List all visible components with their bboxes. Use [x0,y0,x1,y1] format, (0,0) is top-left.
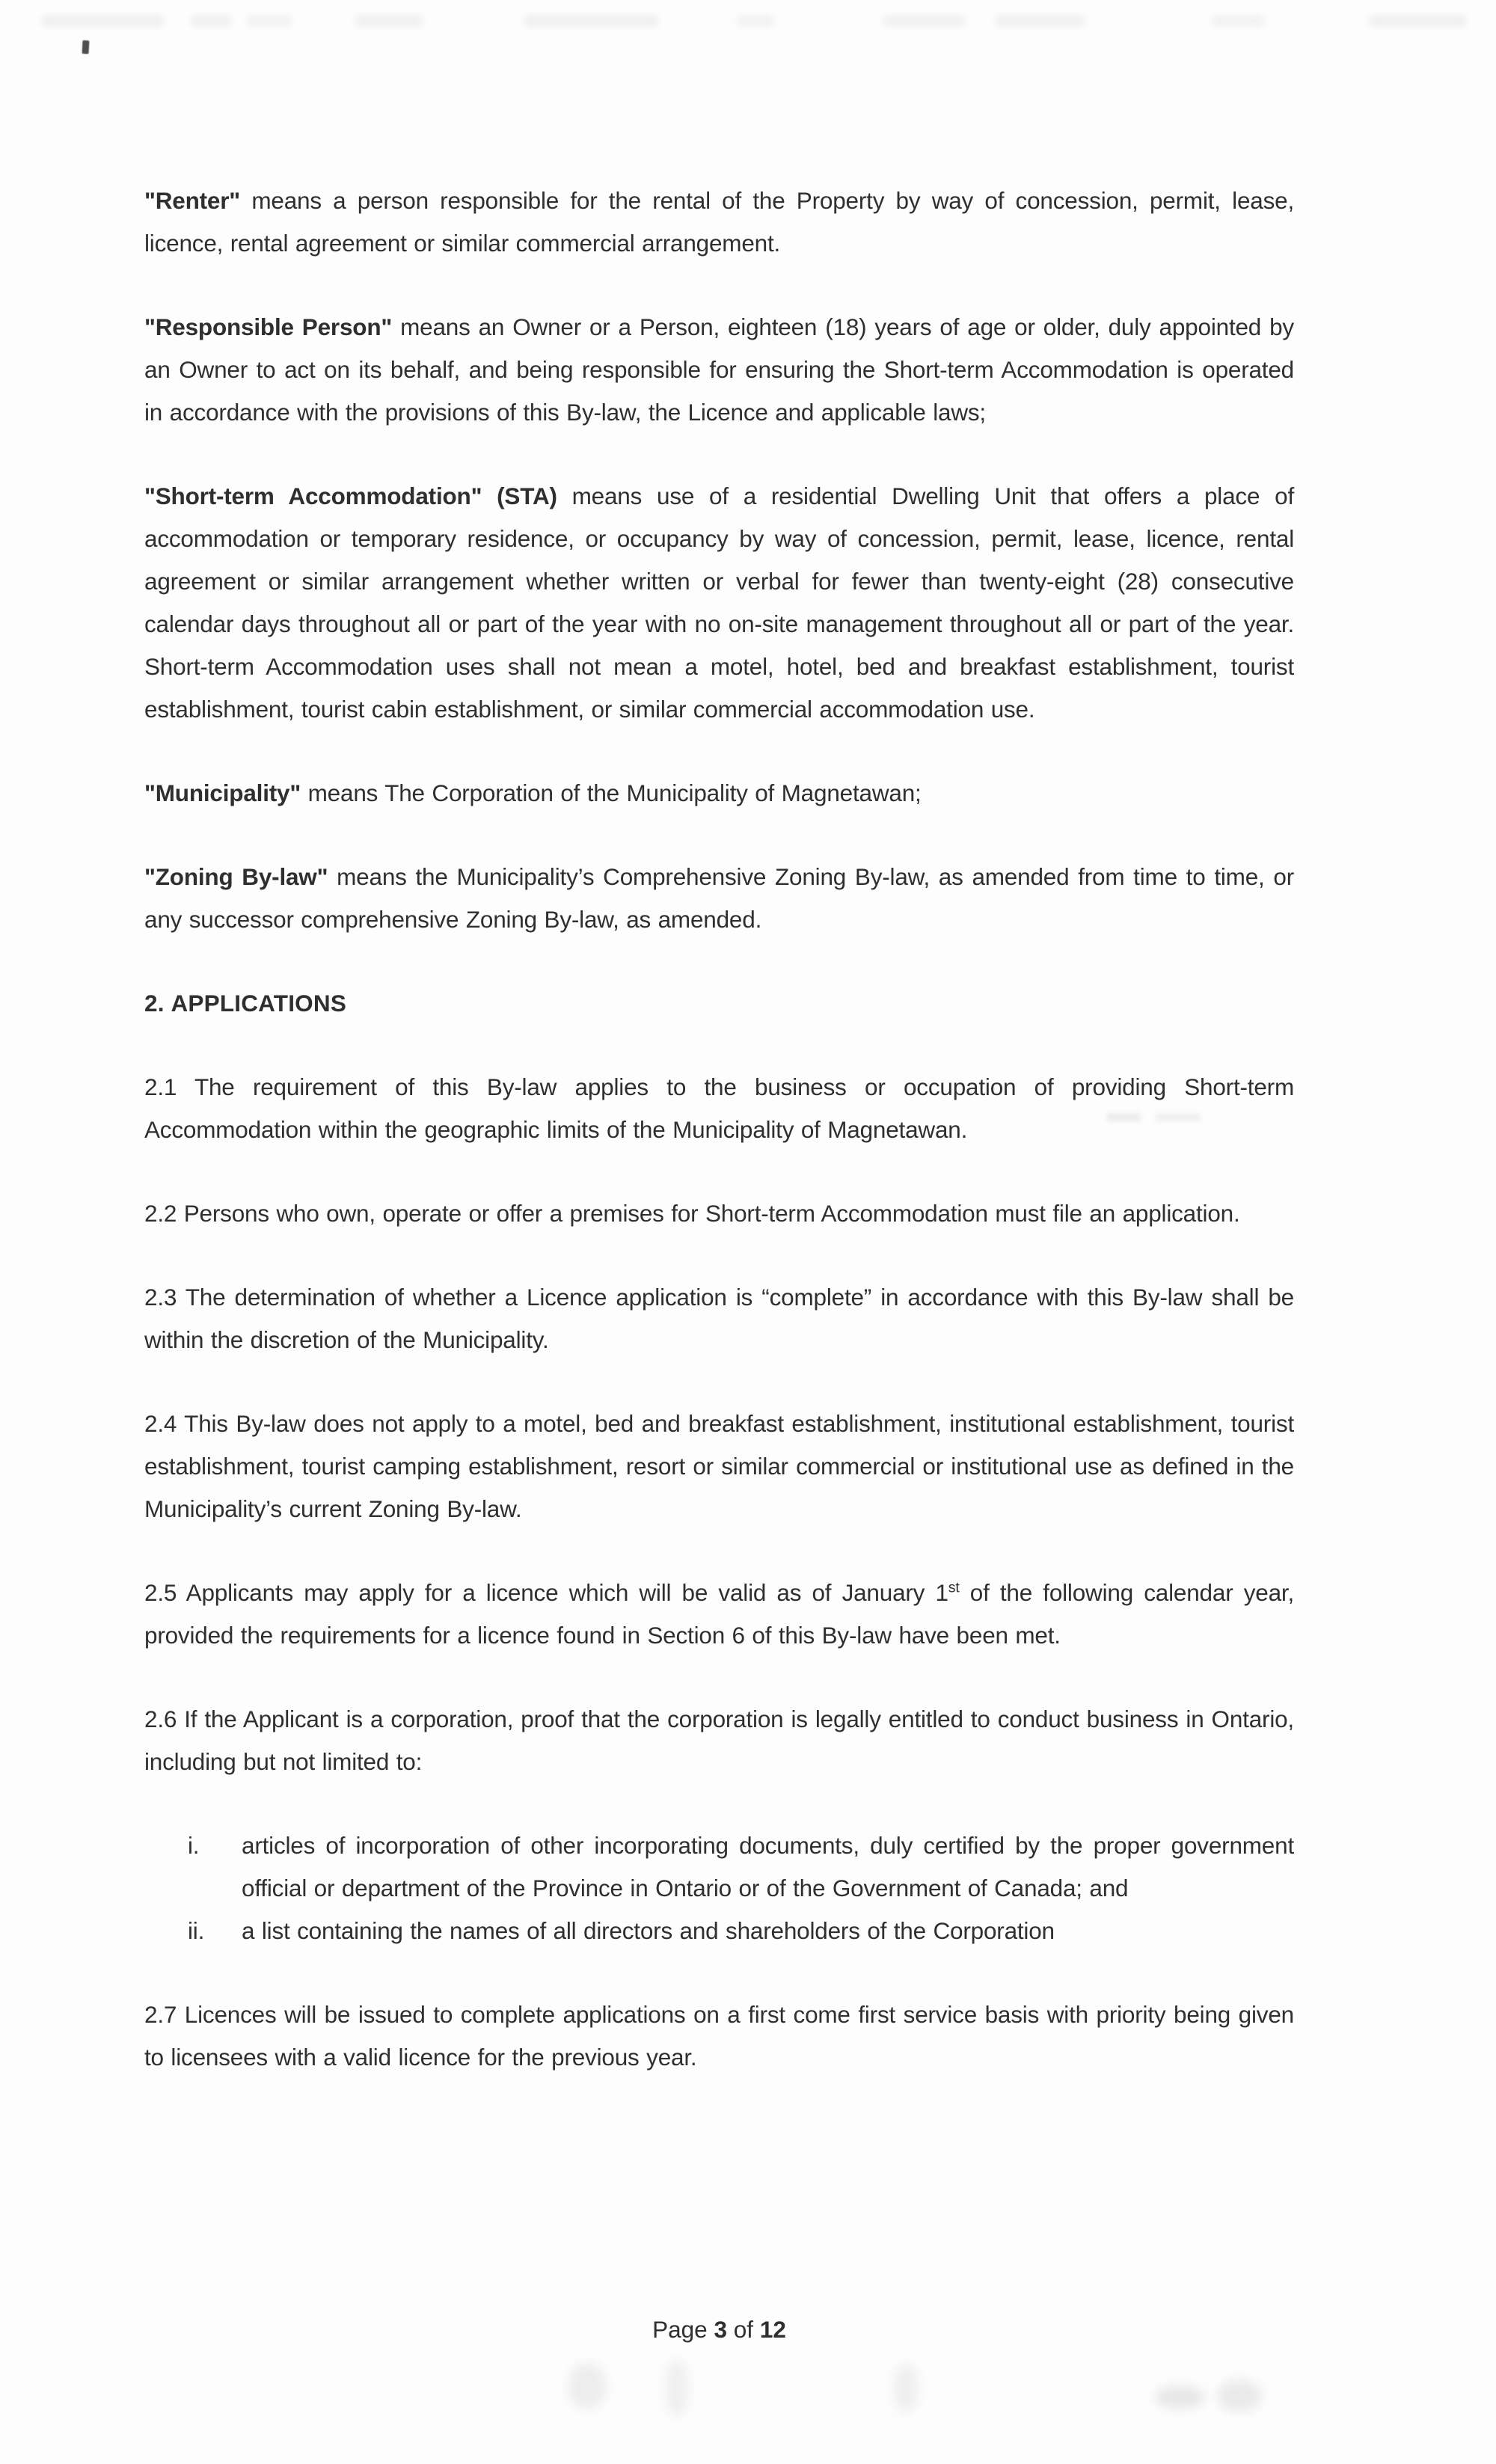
clause-2-1: 2.1 The requirement of this By-law applies to the business or occupation of providing Short-term Accommodation within the geographic limits of the Municipality of Magnetawan. [144,1073,1294,1143]
incorporation-requirements-list [144,1824,1294,1952]
clause-text: 2.5 Applicants may apply for a licence which will be valid as of January 1 [144,1579,948,1606]
definition-text: means The Corporation of the Municipality of Magnetawan; [301,779,922,806]
footer-page-number: 3 [714,2316,727,2343]
clause-text: of the following calendar year, provided the requirements for a licence found in Section 6 of this By-law have been met. [144,1579,1294,1649]
definition-term: "Responsible Person" [144,313,393,340]
list-item-text: a list containing the names of all directors and shareholders of the Corporation [242,1917,1055,1944]
scan-artifact [883,15,965,27]
scan-artifact [1218,2380,1261,2412]
clause-2-2: 2.2 Persons who own, operate or offer a premises for Short-term Accommodation must file an application. [144,1200,1240,1227]
scan-artifact [894,2364,918,2412]
footer-total-pages: 12 [759,2316,786,2343]
scan-artifact [355,15,423,27]
definition-text: means use of a residential Dwelling Unit that offers a place of accommodation or temporary residence, or occupancy by way of concession, permit, lease, licence, rental agreement or similar arrangement whether written or verbal for fewer than twenty-eight (28) consecutive calendar days throughout all or part of the year with no on-site management throughout all or part of the year. Short-term Accommodation uses shall not mean a motel, hotel, bed and breakfast establishment, tourist establishment, tourist cabin establishment, or similar commercial accommodation use. [144,482,1294,723]
list-item-ii [144,1910,1294,1952]
ink-speck-artifact [82,40,90,54]
scan-artifact [568,2364,606,2409]
clause-2-6: 2.6 If the Applicant is a corporation, proof that the corporation is legally entitled to conduct business in Ontario, including but not limited to: [144,1706,1294,1775]
definition-text: means a person responsible for the rental of the Property by way of concession, permit, lease, licence, rental agreement or similar commercial arrangement. [144,187,1294,257]
scan-artifact [524,15,658,27]
scan-artifact [191,15,232,27]
scan-artifact [1369,15,1466,27]
scan-artifact [737,15,774,27]
clause-2-3: 2.3 The determination of whether a Licence application is “complete” in accordance with this By-law shall be within the discretion of the Municipality. [144,1284,1294,1353]
footer-of-label: of [733,2316,754,2343]
list-marker: i. [188,1832,200,1859]
definition-responsible-person [144,306,1294,434]
document-body [144,180,1294,2120]
scan-artifact [995,15,1085,27]
section-heading-applications: 2. APPLICATIONS [144,990,347,1017]
scan-artifact [666,2360,688,2416]
list-item-text: articles of incorporation of other incorporating documents, duly certified by the proper government official or department of the Province in Ontario or of the Government of Canada; and [242,1832,1294,1901]
footer-page-label: Page [652,2316,708,2343]
clause-2-4: 2.4 This By-law does not apply to a motel, bed and breakfast establishment, institutional establishment, tourist establishment, tourist camping establishment, resort or similar commercial or institutional use as defined in the Municipality’s current Zoning By-law. [144,1410,1294,1522]
scan-artifact [1212,15,1264,27]
definition-term: "Zoning By-law" [144,863,328,890]
scan-artifact [1156,2386,1204,2409]
list-marker: ii. [188,1917,205,1944]
ordinal-superscript: st [948,1579,960,1596]
clause-2-7: 2.7 Licences will be issued to complete applications on a first come first service basis with priority being given to licensees with a valid licence for the previous year. [144,2001,1294,2071]
definition-renter [144,180,1294,265]
definition-term: "Municipality" [144,779,301,806]
definition-municipality [144,772,1294,815]
clause-2-5 [144,1572,1294,1657]
definition-text: means an Owner or a Person, eighteen (18) years of age or older, duly appointed by an Owner to act on its behalf, and being responsible for ensuring the Short-term Accommodation is operated in accordance with the provisions of this By-law, the Licence and applicable laws; [144,313,1294,426]
definition-zoning-by-law [144,856,1294,941]
scan-artifact [247,15,292,27]
definition-text: means the Municipality’s Comprehensive Zoning By-law, as amended from time to time, or any successor comprehensive Zoning By-law, as amended. [144,863,1294,933]
definition-term: "Short-term Accommodation" (STA) [144,482,557,509]
scan-artifact [41,15,165,27]
definition-term: "Renter" [144,187,241,214]
list-item-i [144,1824,1294,1910]
page-footer [144,2308,1294,2351]
definition-short-term-accommodation [144,475,1294,731]
